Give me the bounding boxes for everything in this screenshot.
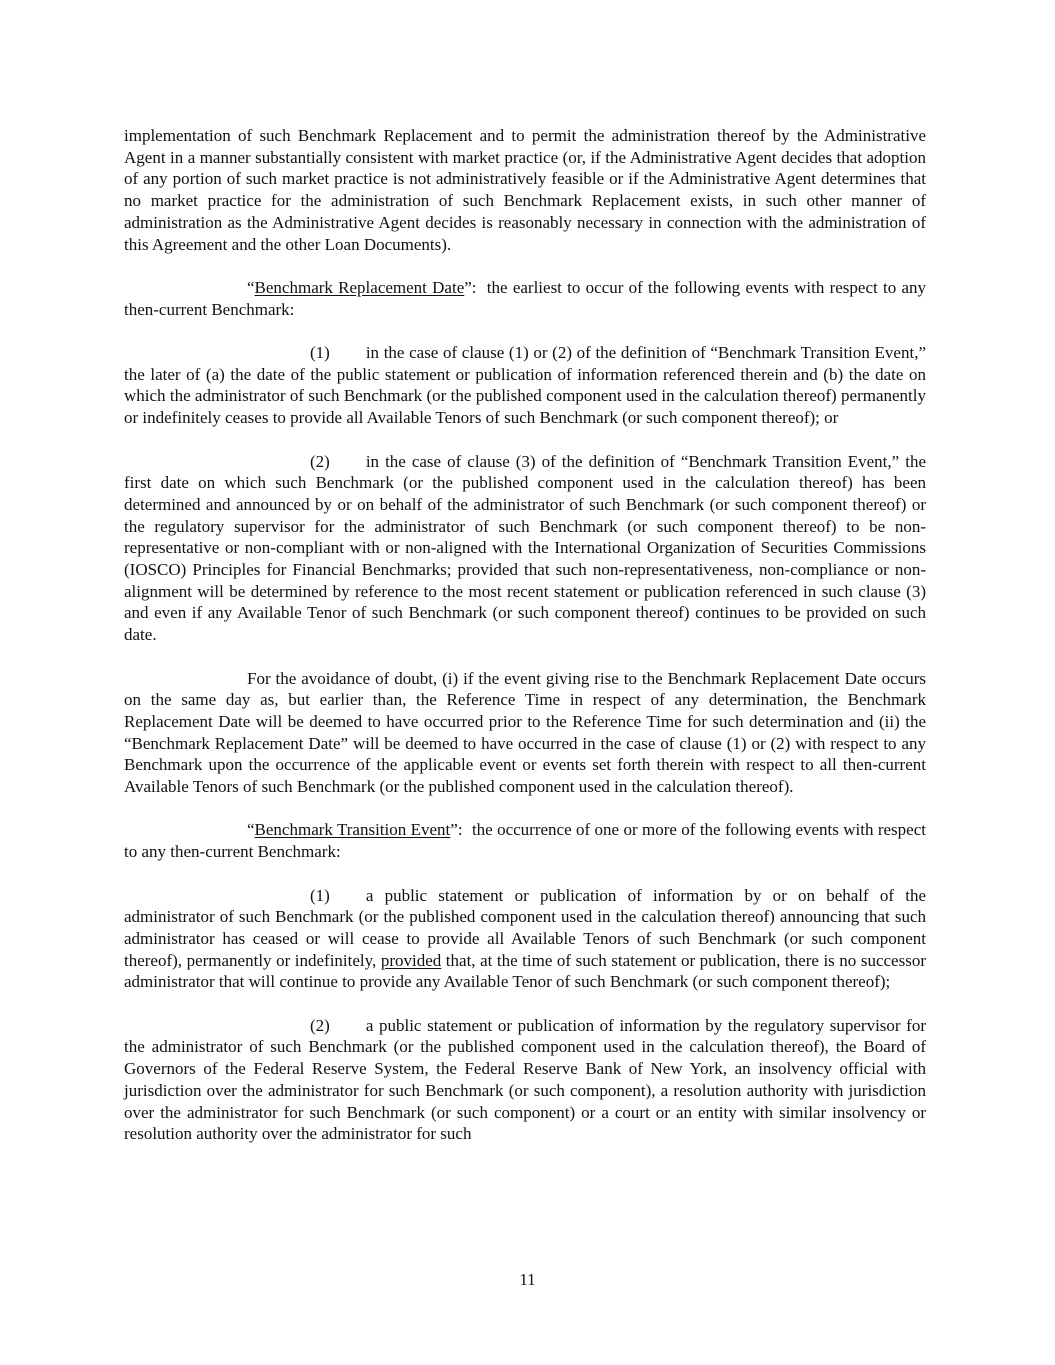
clause-text-a: a public statement or publication of information by or on behalf of the administrator of such Benchmark (or the published component used in the calculation thereof) announcing that such administrator has ceased or will cease to provide all Available Tenors of such Benchmark (or such component thereof), permanently or indefinitely, xyxy=(124,885,926,970)
clause-1-transition-event xyxy=(124,885,926,994)
close-quote-colon: ”: xyxy=(464,277,477,297)
open-quote: “ xyxy=(247,277,255,297)
clause-2-transition-event xyxy=(124,1015,926,1145)
definition-benchmark-transition-event xyxy=(124,819,926,862)
clause-number: (1) xyxy=(310,343,330,362)
clause-text: in the case of clause (1) or (2) of the definition of “Benchmark Transition Event,” the later of (a) the date of the public statement or publication of information referenced therein and (b) the date on which the administrator of such Benchmark (or the published component used in the calculation thereof) permanently or indefinitely ceases to provide all Available Tenors of such Benchmark (or such component thereof); or xyxy=(124,343,926,428)
defined-term: Benchmark Transition Event xyxy=(254,820,451,840)
paragraph-avoidance-of-doubt: For the avoidance of doubt, (i) if the event giving rise to the Benchmark Replacement Date occurs on the same day as, but earlier than, the Reference Time in respect of any determination, the Benchmark Replacement Date will be deemed to have occurred prior to the Reference Time for such determination and (ii) the “Benchmark Replacement Date” will be deemed to have occurred in the case of clause (1) or (2) with respect to any Benchmark upon the occurrence of the applicable event or events set forth therein with respect to all then-current Available Tenors of such Benchmark (or the published component used in the calculation thereof). xyxy=(124,668,926,797)
close-quote-colon: ”: xyxy=(450,820,463,840)
paragraph-continuation: implementation of such Benchmark Replacement and to permit the administration thereof by the Administrative Agent in a manner substantially consistent with market practice (or, if the Administrative Agent decides that adoption of any portion of such market practice is not administratively feasible or if the Administrative Agent determines that no market practice for the administration of such Benchmark Replacement exists, in such other manner of administration as the Administrative Agent decides is reasonably necessary in connection with the administration of this Agreement and the other Loan Documents). xyxy=(124,126,926,254)
clause-text: a public statement or publication of information by the regulatory supervisor for the administrator of such Benchmark (or the published component used in the calculation thereof), the Board of Governors of the Federal Reserve System, the Federal Reserve Bank of New York, an insolvency official with jurisdiction over the administrator for such Benchmark (or such component), a resolution authority with jurisdiction over the administrator for such Benchmark (or such component) or a court or an entity with similar insolvency or resolution authority over the administrator for such xyxy=(124,1015,926,1144)
clause-number: (2) xyxy=(310,451,330,471)
defined-term: Benchmark Replacement Date xyxy=(254,277,465,297)
definition-benchmark-replacement-date xyxy=(124,277,926,320)
clause-text-b: that, at the time of such statement or publication, there is no successor administrator that will continue to provide any Available Tenor of such Benchmark (or such component thereof); xyxy=(124,950,926,992)
clause-2-replacement-date xyxy=(124,451,926,646)
clause-1-replacement-date xyxy=(124,342,926,429)
clause-text: in the case of clause (3) of the definition of “Benchmark Transition Event,” the first date on which such Benchmark (or the published component used in the calculation thereof) has been determined and announced by or on behalf of the administrator of such Benchmark (or such component thereof) or the regulatory supervisor for the administrator of such Benchmark (or such component thereof) to be non-representative or non-compliant with or non-aligned with the International Organization of Securities Commissions (IOSCO) Principles for Financial Benchmarks; provided that such non-representativeness, non-compliance or non-alignment will be determined by reference to the most recent statement or publication referenced in such clause (3) and even if any Available Tenor of such Benchmark (or such component thereof) continues to be provided on such date. xyxy=(124,451,926,645)
clause-number: (2) xyxy=(310,1015,330,1035)
clause-number: (1) xyxy=(310,885,330,905)
provided-term: provided xyxy=(380,950,442,970)
definition-text: the occurrence of one or more of the following events with respect to any then-current Benchmark: xyxy=(124,820,926,862)
document-body xyxy=(124,125,926,1167)
open-quote: “ xyxy=(247,820,255,840)
definition-text: the earliest to occur of the following events with respect to any then-current Benchmark: xyxy=(124,277,927,319)
page-number: 11 xyxy=(519,1270,536,1289)
